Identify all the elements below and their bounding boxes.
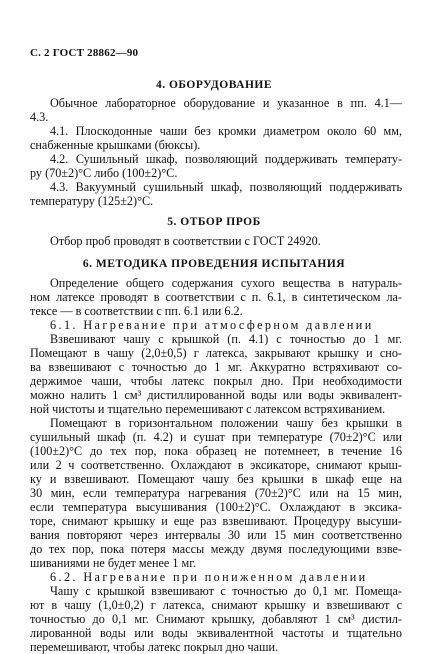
text-line: лированной воды или воды эквивалентной частоты и тщательно	[30, 626, 402, 640]
text-line: 4.2. Сушильный шкаф, позволяющий поддерживать температу-	[50, 152, 402, 166]
text-line: температуру (125±2)°С.	[30, 194, 154, 208]
text-line: Отбор проб проводят в соответствии с ГОСТ 24920.	[50, 234, 321, 248]
text-line: 4.1. Плоскодонные чаши без кромки диаметром около 60 мм,	[50, 124, 402, 138]
text-line: Помещают в горизонтальном положении чашу без крышки в	[50, 416, 402, 430]
text-line: 4.3. Вакуумный сушильный шкаф, позволяющий поддерживать	[50, 180, 402, 194]
text-line: до тех пор, пока потеря массы между двумя последующими взве-	[30, 542, 402, 556]
text-line: ют в чашу (1,0±0,2) г латекса, снимают крышку и взвешивают с	[30, 598, 402, 612]
text-line: ру (70±2)°С либо (100±2)°С.	[30, 166, 178, 180]
text-line: 4.3.	[30, 110, 49, 124]
text-line: Определение общего содержания сухого вещества в натураль-	[50, 276, 402, 290]
text-line: держимое чаши, чтобы латекс покрыл дно. При необходимости	[30, 374, 402, 388]
text-line: если температура высушивания (100±2)°С. Охлаждают в эксика-	[30, 500, 402, 514]
text-line: Взвешивают чашу с крышкой (п. 4.1) с точностью до 1 мг.	[50, 332, 402, 346]
subsection-heading: 6.1. Нагревание при атмосферном давлении	[50, 318, 374, 332]
text-line: ном латексе проводят в соответствии с п. 6.1, в синтетическом ла-	[30, 290, 402, 304]
section-heading-sampling: 5. ОТБОР ПРОБ	[167, 216, 261, 228]
text-line: Чашу с крышкой взвешивают с точностью до 0,1 мг. Помеща-	[50, 584, 402, 598]
text-line: Помещают в чашу (2,0±0,5) г латекса, закрывают крышку и сно-	[30, 346, 402, 360]
text-line: (100±2)°С до тех пор, пока образец не потемнеет, в течение 16	[30, 444, 402, 458]
text-line: тексе — в соответствии с пп. 6.1 или 6.2.	[30, 304, 243, 318]
page-header: С. 2 ГОСТ 28862—90	[30, 47, 139, 59]
text-line: можно налить 1 см³ дистиллированной воды или воды эквивалент-	[30, 388, 402, 402]
text-line: вания повторяют через интервалы 30 или 15 мин соответственно	[30, 528, 402, 542]
text-line: ва взвешивают с точностью до 1 мг. Аккуратно встряхивают со-	[30, 360, 402, 374]
text-line: 30 мин, если температура нагревания (70±2)°С или на 15 мин,	[30, 486, 402, 500]
section-heading-equipment: 4. ОБОРУДОВАНИЕ	[155, 79, 273, 91]
text-line: сушильный шкаф (п. 4.2) и сушат при температуре (70±2)°С или	[30, 430, 402, 444]
text-line: ной чистоты и тщательно перемешивают с латексом встряхиванием.	[30, 402, 386, 416]
text-line: шиваниями не будет менее 1 мг.	[30, 556, 196, 570]
text-line: торе, снимают крышку и еще раз взвешивают. Процедуру высуши-	[30, 514, 402, 528]
section-heading-test-method: 6. МЕТОДИКА ПРОВЕДЕНИЯ ИСПЫТАНИЯ	[82, 258, 346, 270]
text-line: ку и взвешивают. Помещают чашу без крышки в шкаф еще на	[30, 472, 402, 486]
subsection-heading: 6.2. Нагревание при пониженном давлении	[50, 570, 368, 584]
text-line: Обычное лабораторное оборудование и указанное в пп. 4.1—	[50, 96, 402, 110]
text-line: точностью до 0,1 мг. Снимают крышку, добавляют 1 см³ дистил-	[30, 612, 402, 626]
text-line: или 2 ч соответственно. Охлаждают в эксикаторе, снимают крыш-	[30, 458, 402, 472]
text-line: перемешивают, чтобы латекс покрыл дно чаши.	[30, 640, 279, 654]
text-line: снабженные крышками (бюксы).	[30, 138, 201, 152]
